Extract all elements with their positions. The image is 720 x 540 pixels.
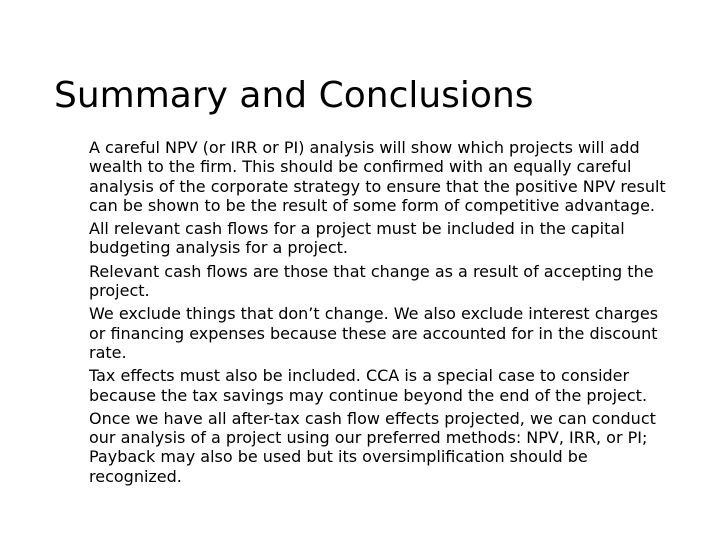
bullet-item-3: Relevant cash flows are those that change as a result of accepting the project. (89, 261, 654, 301)
bullet-item-1: A careful NPV (or IRR or PI) analysis will show which projects will add wealth to the firm. This should be confirmed with an equally careful analysis of the corporate strategy to ensure that the positive NPV result can be shown to be the result of some form of competitive advantage. (89, 138, 666, 215)
bullet-item-6: Once we have all after-tax cash flow effects projected, we can conduct our analysis of a project using our preferred methods: NPV, IRR, or PI; Payback may also be used but its oversimplification should be recognized. (89, 408, 656, 486)
slide-title: Summary and Conclusions (54, 75, 534, 116)
bullet-list (89, 138, 679, 490)
bullet-item-4: We exclude things that don’t change. We also exclude interest charges or financing expenses because these are accounted for in the discount rate. (89, 304, 659, 362)
bullet-item-5: Tax effects must also be included. CCA is a special case to consider because the tax savings may continue beyond the end of the project. (89, 366, 648, 405)
bullet-item-2: All relevant cash flows for a project must be included in the capital budgeting analysis for a project. (89, 219, 625, 258)
